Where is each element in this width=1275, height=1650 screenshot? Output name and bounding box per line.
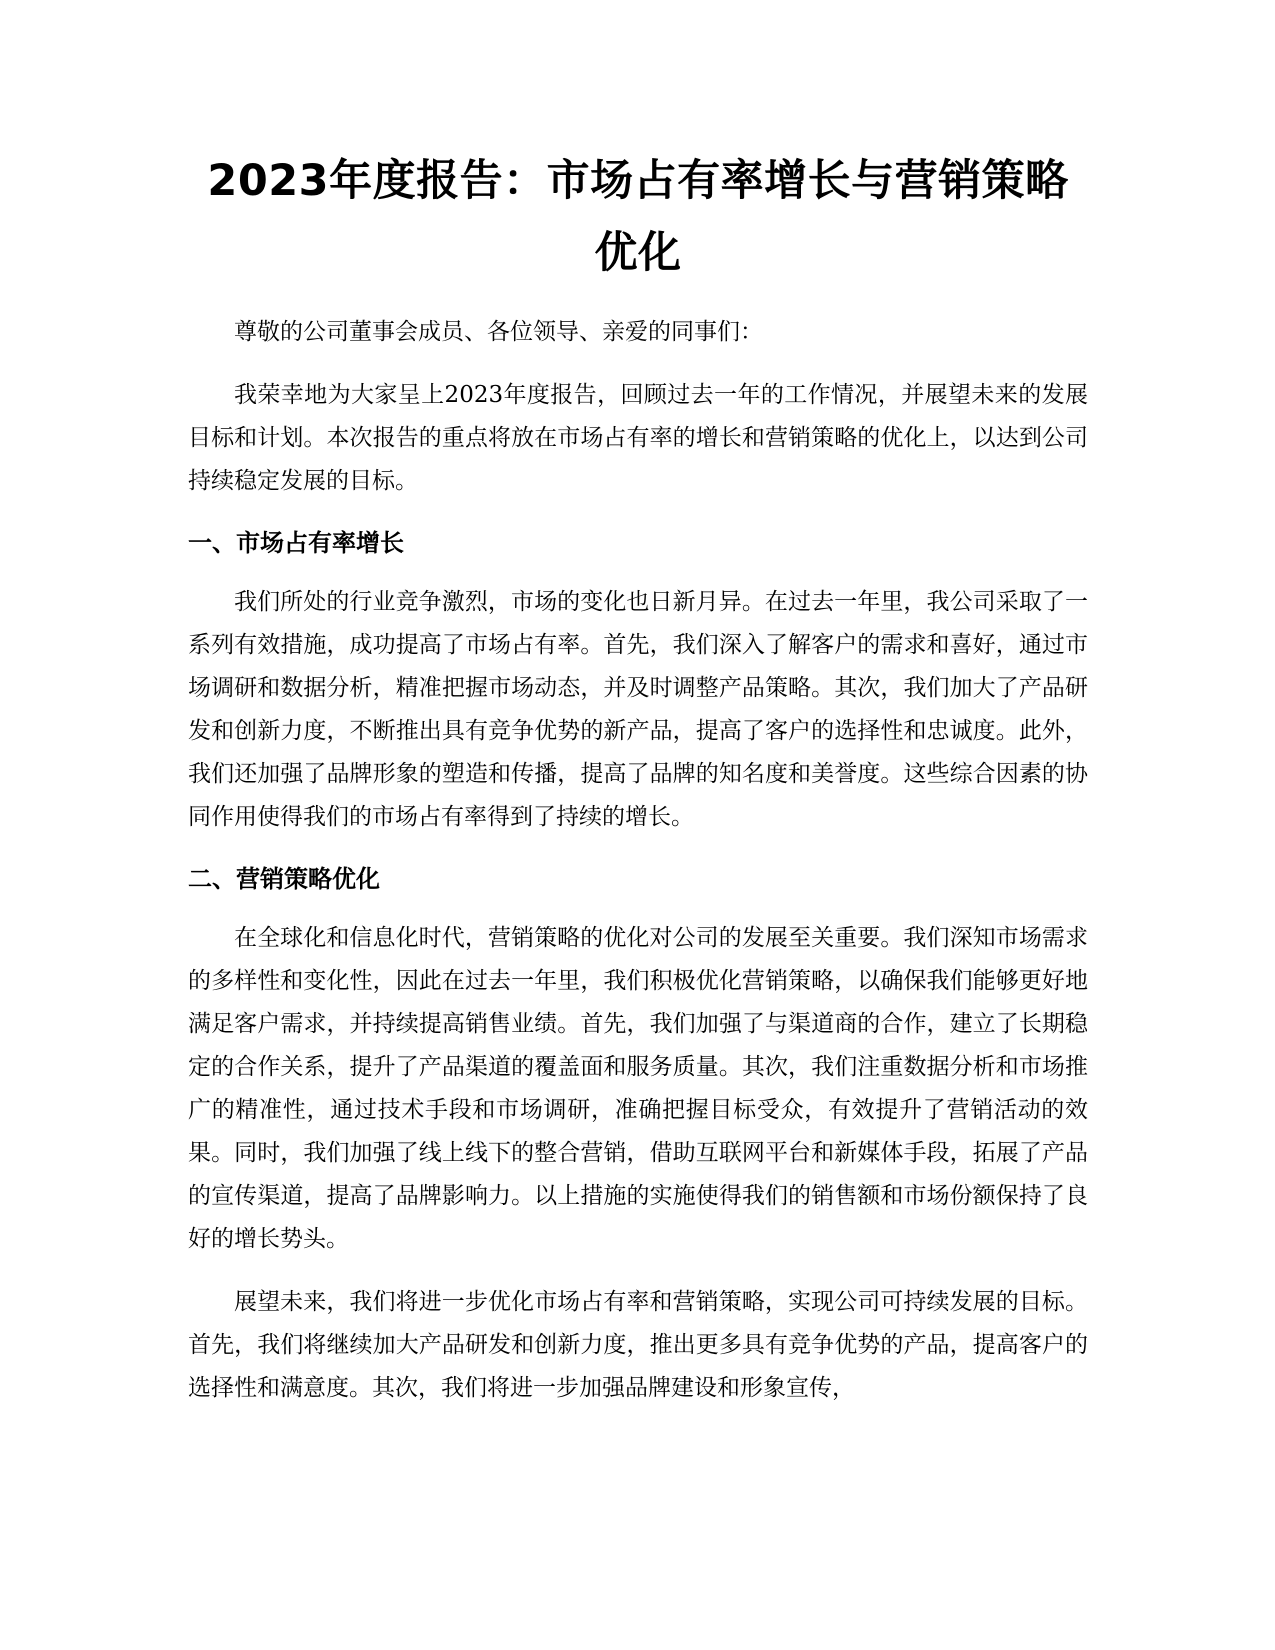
document-title: 2023年度报告：市场占有率增长与营销策略优化 [207,156,1069,278]
intro-paragraph: 我荣幸地为大家呈上2023年度报告，回顾过去一年的工作情况，并展望未来的发展目标和计划。本次报告的重点将放在市场占有率的增长和营销策略的优化上，以达到公司持续稳定发展的目标。 [188,382,1088,494]
section-body-market-share: 我们所处的行业竞争激烈，市场的变化也日新月异。在过去一年里，我公司采取了一系列有效措施，成功提高了市场占有率。首先，我们深入了解客户的需求和喜好，通过市场调研和数据分析，精准把握市场动态，并及时调整产品策略。其次，我们加大了产品研发和创新力度，不断推出具有竞争优势的新产品，提高了客户的选择性和忠诚度。此外，我们还加强了品牌形象的塑造和传播，提高了品牌的知名度和美誉度。这些综合因素的协同作用使得我们的市场占有率得到了持续的增长。 [188,589,1088,830]
outlook-paragraph: 展望未来，我们将进一步优化市场占有率和营销策略，实现公司可持续发展的目标。首先，我们将继续加大产品研发和创新力度，推出更多具有竞争优势的产品，提高客户的选择性和满意度。其次，我们将进一步加强品牌建设和形象宣传， [188,1289,1088,1401]
section-body-marketing-strategy: 在全球化和信息化时代，营销策略的优化对公司的发展至关重要。我们深知市场需求的多样性和变化性，因此在过去一年里，我们积极优化营销策略，以确保我们能够更好地满足客户需求，并持续提高销售业绩。首先，我们加强了与渠道商的合作，建立了长期稳定的合作关系，提升了产品渠道的覆盖面和服务质量。其次，我们注重数据分析和市场推广的精准性，通过技术手段和市场调研，准确把握目标受众，有效提升了营销活动的效果。同时，我们加强了线上线下的整合营销，借助互联网平台和新媒体手段，拓展了产品的宣传渠道，提高了品牌影响力。以上措施的实施使得我们的销售额和市场份额保持了良好的增长势头。 [188,925,1088,1252]
document-page [188,145,1088,1430]
section-heading-market-share: 一、市场占有率增长 [188,529,404,557]
section-heading-marketing-strategy: 二、营销策略优化 [188,865,380,893]
greeting-paragraph: 尊敬的公司董事会成员、各位领导、亲爱的同事们： [234,319,763,345]
